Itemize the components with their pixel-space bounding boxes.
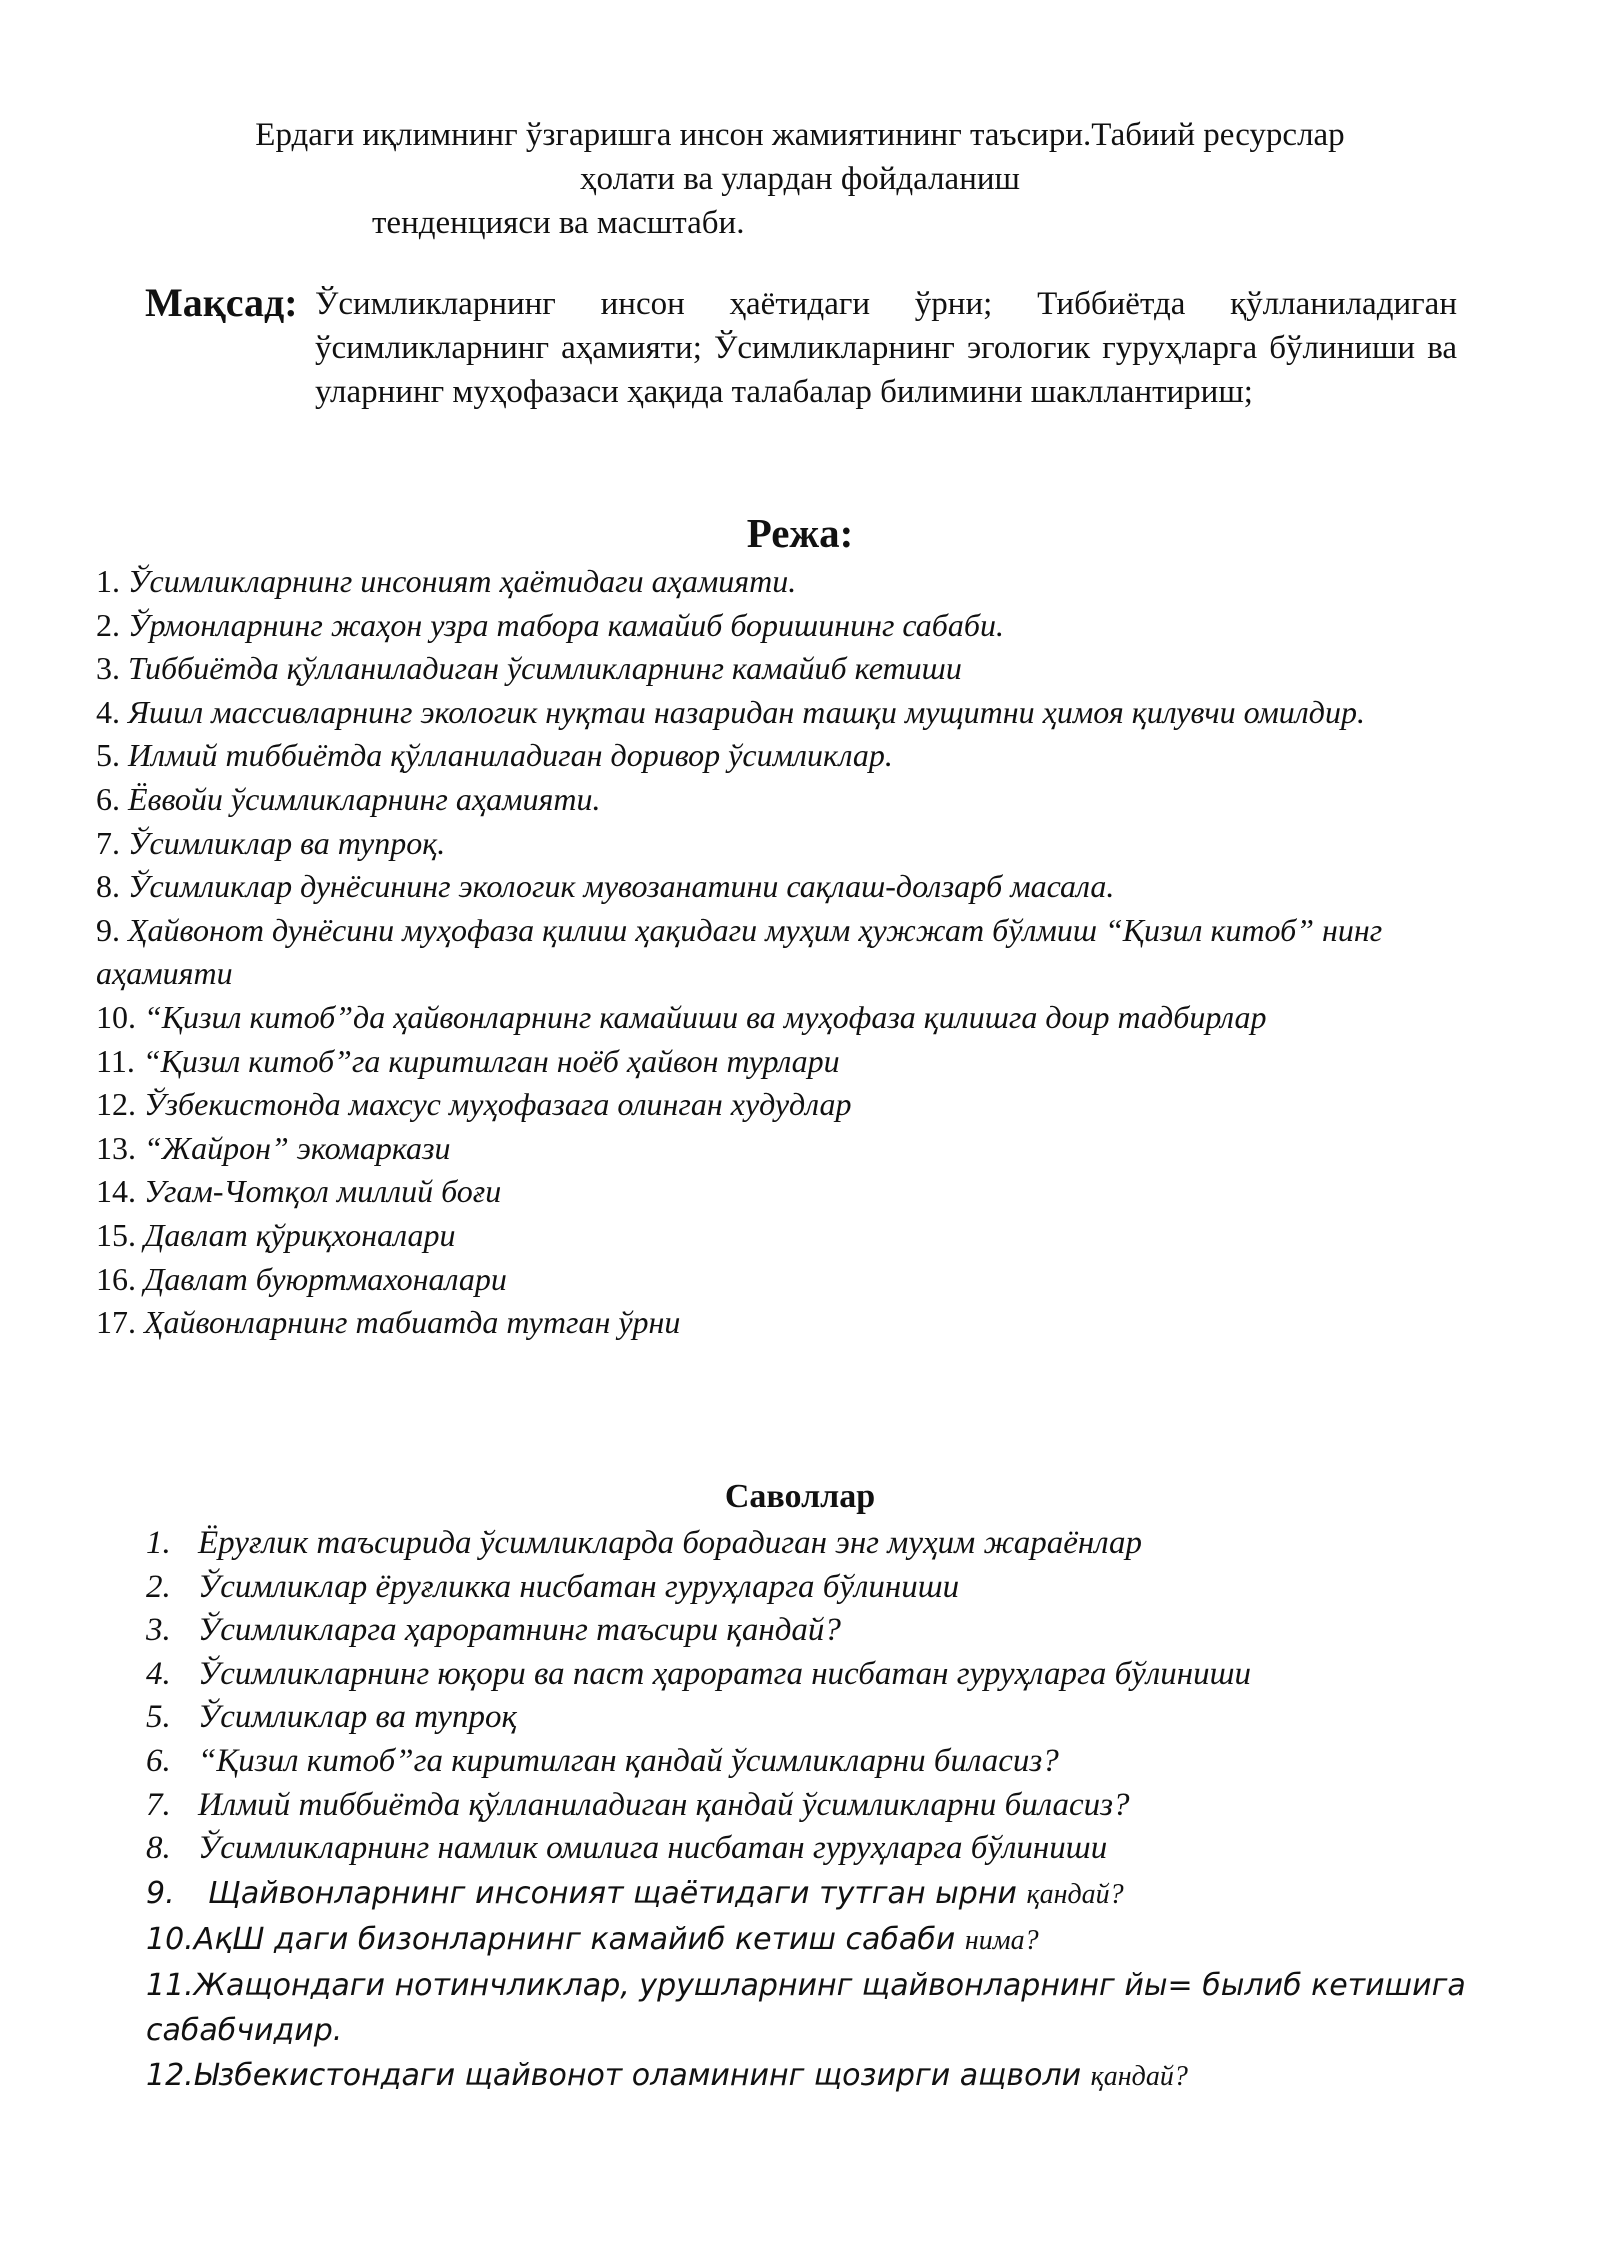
plan-item xyxy=(96,604,1476,648)
plan-item-text: “Жайрон” экомаркази xyxy=(144,1129,451,1166)
goal-label: Мақсад: xyxy=(145,280,298,325)
question-text: АқШ даги бизонларнинг камайиб кетиш сабаби xyxy=(193,1921,956,1957)
title-line-1: Ердаги иқлимнинг ўзгаришга инсон жамиятининг таъсири.Табиий ресурслар xyxy=(255,117,1345,153)
question-number: 5. xyxy=(146,1699,171,1736)
plan-item xyxy=(96,909,1476,996)
question-item xyxy=(146,1963,1476,2053)
question-item xyxy=(146,1609,1476,1653)
plan-item-text: Ўсимликларнинг инсоният ҳаётидаги аҳамияти. xyxy=(128,563,797,599)
title-line-2: ҳолати ва улардан фойдаланиш xyxy=(580,161,1020,197)
plan-item xyxy=(96,1083,1476,1127)
plan-item xyxy=(96,691,1476,735)
plan-item-text: Тиббиётда қўлланиладиган ўсимликларнинг камайиб кетиши xyxy=(128,650,962,687)
question-number: 10. xyxy=(146,1921,194,1957)
plan-list xyxy=(96,560,1476,1345)
question-number: 3. xyxy=(146,1612,171,1649)
question-text: Ёруғлик таъсирида ўсимликларда борадиган энг муҳим жараёнлар xyxy=(198,1525,1143,1561)
plan-item xyxy=(96,647,1476,691)
question-item xyxy=(146,1522,1476,1566)
plan-item xyxy=(96,1214,1476,1258)
plan-item-text: Ўзбекистонда махсус муҳофазага олинган худудлар xyxy=(144,1086,852,1123)
plan-item-number: 10. xyxy=(96,998,136,1035)
plan-item xyxy=(96,822,1476,866)
plan-item-number: 16. xyxy=(96,1260,136,1297)
plan-item-number: 14. xyxy=(96,1173,136,1210)
question-text: “Қизил китоб”га киритилган қандай ўсимликларни биласиз? xyxy=(198,1742,1059,1779)
question-tail: қандай? xyxy=(1026,1878,1124,1910)
question-text: Ўсимликлар ва тупроқ xyxy=(198,1699,517,1736)
plan-item-text: Ўсимликлар дунёсининг экологик мувозанатини сақлаш-долзарб масала. xyxy=(128,868,1115,905)
plan-item-text: “Қизил китоб”да ҳайвонларнинг камайиши ва муҳофаза қилишга доир тадбирлар xyxy=(144,998,1267,1035)
plan-item-text: Давлат қўриқхоналари xyxy=(144,1216,456,1253)
questions-heading: Саволлар xyxy=(724,1478,876,1515)
question-number: 4. xyxy=(146,1655,171,1692)
plan-item xyxy=(96,778,1476,822)
question-text: Ызбекистондаги щайвонот оламининг щозирги ащволи xyxy=(193,2057,1082,2093)
question-number: 11. xyxy=(146,1967,194,2003)
question-item xyxy=(146,1740,1476,1784)
plan-item-number: 9. xyxy=(96,911,120,948)
question-item xyxy=(146,1917,1476,1963)
plan-item-number: 5. xyxy=(96,737,120,774)
plan-item-number: 8. xyxy=(96,868,120,905)
plan-item xyxy=(96,996,1476,1040)
question-item xyxy=(146,1566,1476,1610)
question-tail: нима? xyxy=(964,1924,1039,1956)
plan-item-text: Ёввойи ўсимликларнинг аҳамияти. xyxy=(128,780,601,817)
question-number: 7. xyxy=(146,1786,171,1823)
question-number: 6. xyxy=(146,1742,171,1779)
plan-item-text: Ўсимликлар ва тупроқ. xyxy=(128,824,446,861)
questions-list xyxy=(146,1522,1476,2099)
question-item xyxy=(146,1653,1476,1697)
question-item xyxy=(146,1696,1476,1740)
question-number: 9. xyxy=(146,1875,175,1911)
plan-item-number: 15. xyxy=(96,1216,136,1253)
plan-item-text: Яшил массивларнинг экологик нуқтаи назаридан ташқи мущитни ҳимоя қилувчи омилдир. xyxy=(128,693,1365,730)
plan-item-text: Ўрмонларнинг жаҳон узра табора камайиб боришининг сабаби. xyxy=(128,606,1004,643)
plan-item xyxy=(96,865,1476,909)
question-number: 12. xyxy=(146,2057,194,2093)
plan-item-number: 1. xyxy=(96,563,120,599)
document-title xyxy=(140,113,1460,241)
plan-item-text: “Қизил китоб”га киритилган ноёб ҳайвон турлари xyxy=(142,1042,840,1079)
question-item xyxy=(146,2053,1476,2099)
plan-item-text: Ҳайвонларнинг табиатда тутган ўрни xyxy=(144,1304,681,1341)
question-item xyxy=(146,1827,1476,1871)
plan-item-text: Давлат буюртмахоналари xyxy=(144,1260,507,1297)
question-text: Жащондаги нотинчликлар, урушларнинг щайвонларнинг йы= былиб кетишига сабабчидир. xyxy=(146,1967,1466,2048)
plan-item-text: Угам-Чотқол миллий боғи xyxy=(144,1173,502,1210)
plan-item-number: 12. xyxy=(96,1086,136,1123)
plan-item xyxy=(96,1040,1476,1084)
question-item xyxy=(146,1784,1476,1828)
plan-item-number: 4. xyxy=(96,693,120,730)
plan-item-number: 7. xyxy=(96,824,120,861)
plan-heading: Режа: xyxy=(746,510,854,556)
question-tail: қандай? xyxy=(1090,2060,1188,2092)
plan-item-number: 13. xyxy=(96,1129,136,1166)
plan-item-text: Ҳайвонот дунёсини муҳофаза қилиш ҳақидаги муҳим ҳужжат бўлмиш “Қизил китоб” нинг аҳамияти xyxy=(96,911,1383,992)
plan-item xyxy=(96,1170,1476,1214)
plan-item-number: 3. xyxy=(96,650,120,687)
plan-item-number: 6. xyxy=(96,780,120,817)
plan-item xyxy=(96,560,1476,604)
question-text: Ўсимликларнинг юқори ва паст ҳароратга нисбатан гуруҳларга бўлиниши xyxy=(198,1655,1252,1692)
question-number: 2. xyxy=(146,1568,171,1605)
plan-item-text: Илмий тиббиётда қўлланиладиган доривор ўсимликлар. xyxy=(128,737,893,774)
question-item xyxy=(146,1871,1476,1917)
plan-item xyxy=(96,1127,1476,1171)
plan-item xyxy=(96,1301,1476,1345)
plan-item-number: 11. xyxy=(96,1042,135,1079)
plan-item xyxy=(96,734,1476,778)
title-line-3: тенденцияси ва масштаби. xyxy=(372,205,745,241)
plan-item-number: 2. xyxy=(96,606,120,643)
question-text: Ўсимликларнинг намлик омилига нисбатан гуруҳларга бўлиниши xyxy=(198,1830,1108,1867)
question-number: 8. xyxy=(146,1830,171,1867)
goal-text: Ўсимликларнинг инсон ҳаётидаги ўрни; Тиббиётда қўлланиладиган ўсимликларнинг аҳамияти; Ўсимликларнинг эгологик гуруҳларга бўлиниши ва уларнинг муҳофазаси ҳақида талабалар билимини шакллантириш; xyxy=(315,286,1457,410)
question-text: Щайвонларнинг инсоният щаётидаги тутган ырни xyxy=(208,1875,1017,1911)
plan-item-number: 17. xyxy=(96,1304,136,1341)
question-text: Ўсимликларга ҳароратнинг таъсири қандай? xyxy=(198,1612,841,1649)
question-text: Илмий тиббиётда қўлланиладиган қандай ўсимликларни биласиз? xyxy=(198,1786,1130,1823)
question-text: Ўсимликлар ёруғликка нисбатан гуруҳларга бўлиниши xyxy=(198,1568,960,1605)
question-number: 1. xyxy=(146,1525,171,1561)
plan-item xyxy=(96,1258,1476,1302)
